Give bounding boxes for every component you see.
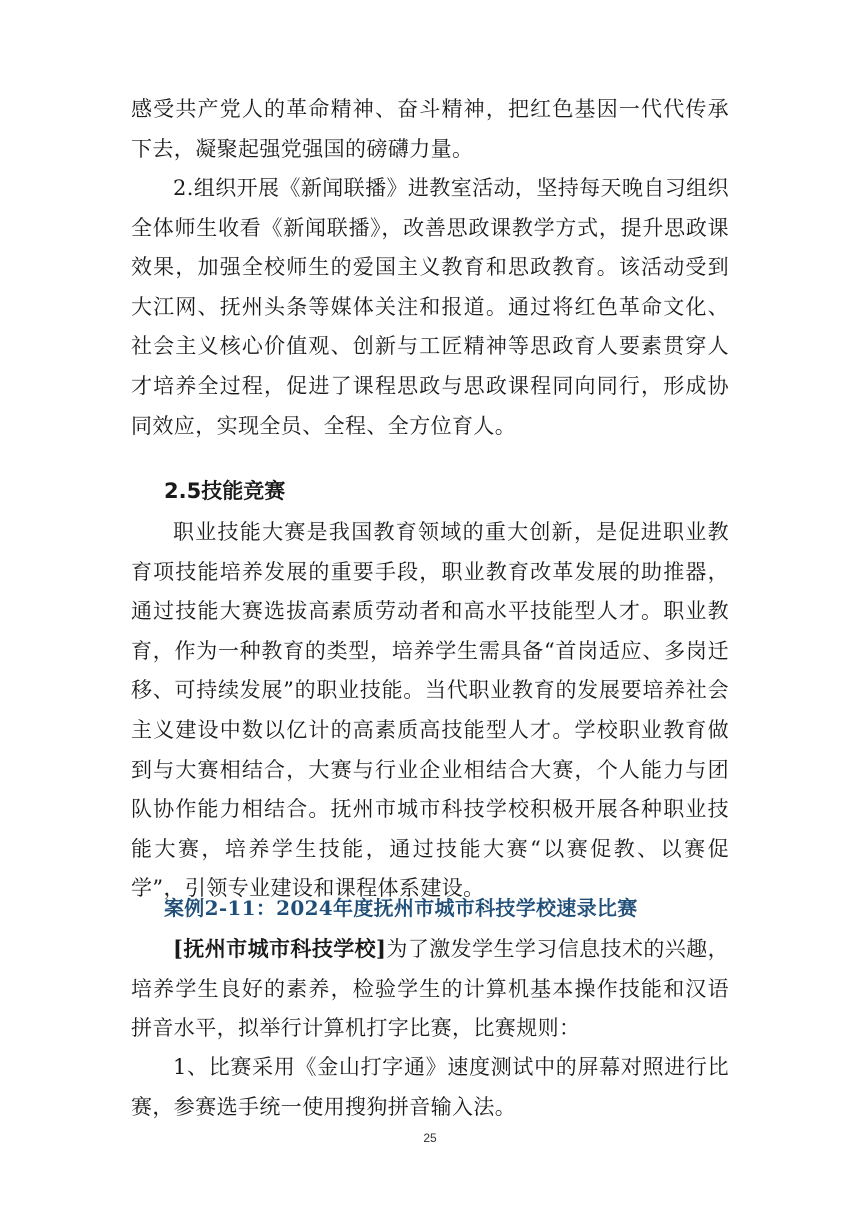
case-title: 案例2-11：2024年度抚州市城市科技学校速录比赛	[164, 896, 638, 920]
paragraph-contest-rule-1: 1、比赛采用《金山打字通》速度测试中的屏幕对照进行比赛，参赛选手统一使用搜狗拼音输入法。	[131, 1055, 729, 1119]
paragraph-news-broadcast: 2.组织开展《新闻联播》进教室活动，坚持每天晚自习组织全体师生收看《新闻联播》，改善思政课教学方式，提升思政课效果，加强全校师生的爱国主义教育和思政教育。该活动受到大江网、抚州头条等媒体关注和报道。通过将红色革命文化、社会主义核心价值观、创新与工匠精神等思政育人要素贯穿人才培养全过程，促进了课程思政与思政课程同向同行，形成协同效应，实现全员、全程、全方位育人。	[131, 176, 729, 438]
paragraph-red-gene: 感受共产党人的革命精神、奋斗精神，把红色基因一代代传承下去，凝聚起强党强国的磅礴力量。	[131, 97, 729, 161]
school-tag: [抚州市城市科技学校]	[173, 936, 387, 961]
page-number: 25	[423, 1131, 437, 1145]
section-heading-skills-competition: 2.5技能竞赛	[164, 479, 286, 503]
paragraph-typing-contest-intro	[131, 929, 729, 1049]
typing-contest-intro-text: 为了激发学生学习信息技术的兴趣，培养学生良好的素养，检验学生的计算机基本操作技能和汉语拼音水平，拟举行计算机打字比赛，比赛规则：	[131, 937, 729, 1041]
paragraph-skills-competition: 职业技能大赛是我国教育领域的重大创新，是促进职业教育项技能培养发展的重要手段，职业教育改革发展的助推器，通过技能大赛选拔高素质劳动者和高水平技能型人才。职业教育，作为一种教育的类型，培养学生需具备“首岗适应、多岗迁移、可持续发展”的职业技能。当代职业教育的发展要培养社会主义建设中数以亿计的高素质高技能型人才。学校职业教育做到与大赛相结合，大赛与行业企业相结合大赛，个人能力与团队协作能力相结合。抚州市城市科技学校积极开展各种职业技能大赛，培养学生技能，通过技能大赛“以赛促教、以赛促学”，引领专业建设和课程体系建设。	[131, 520, 729, 901]
